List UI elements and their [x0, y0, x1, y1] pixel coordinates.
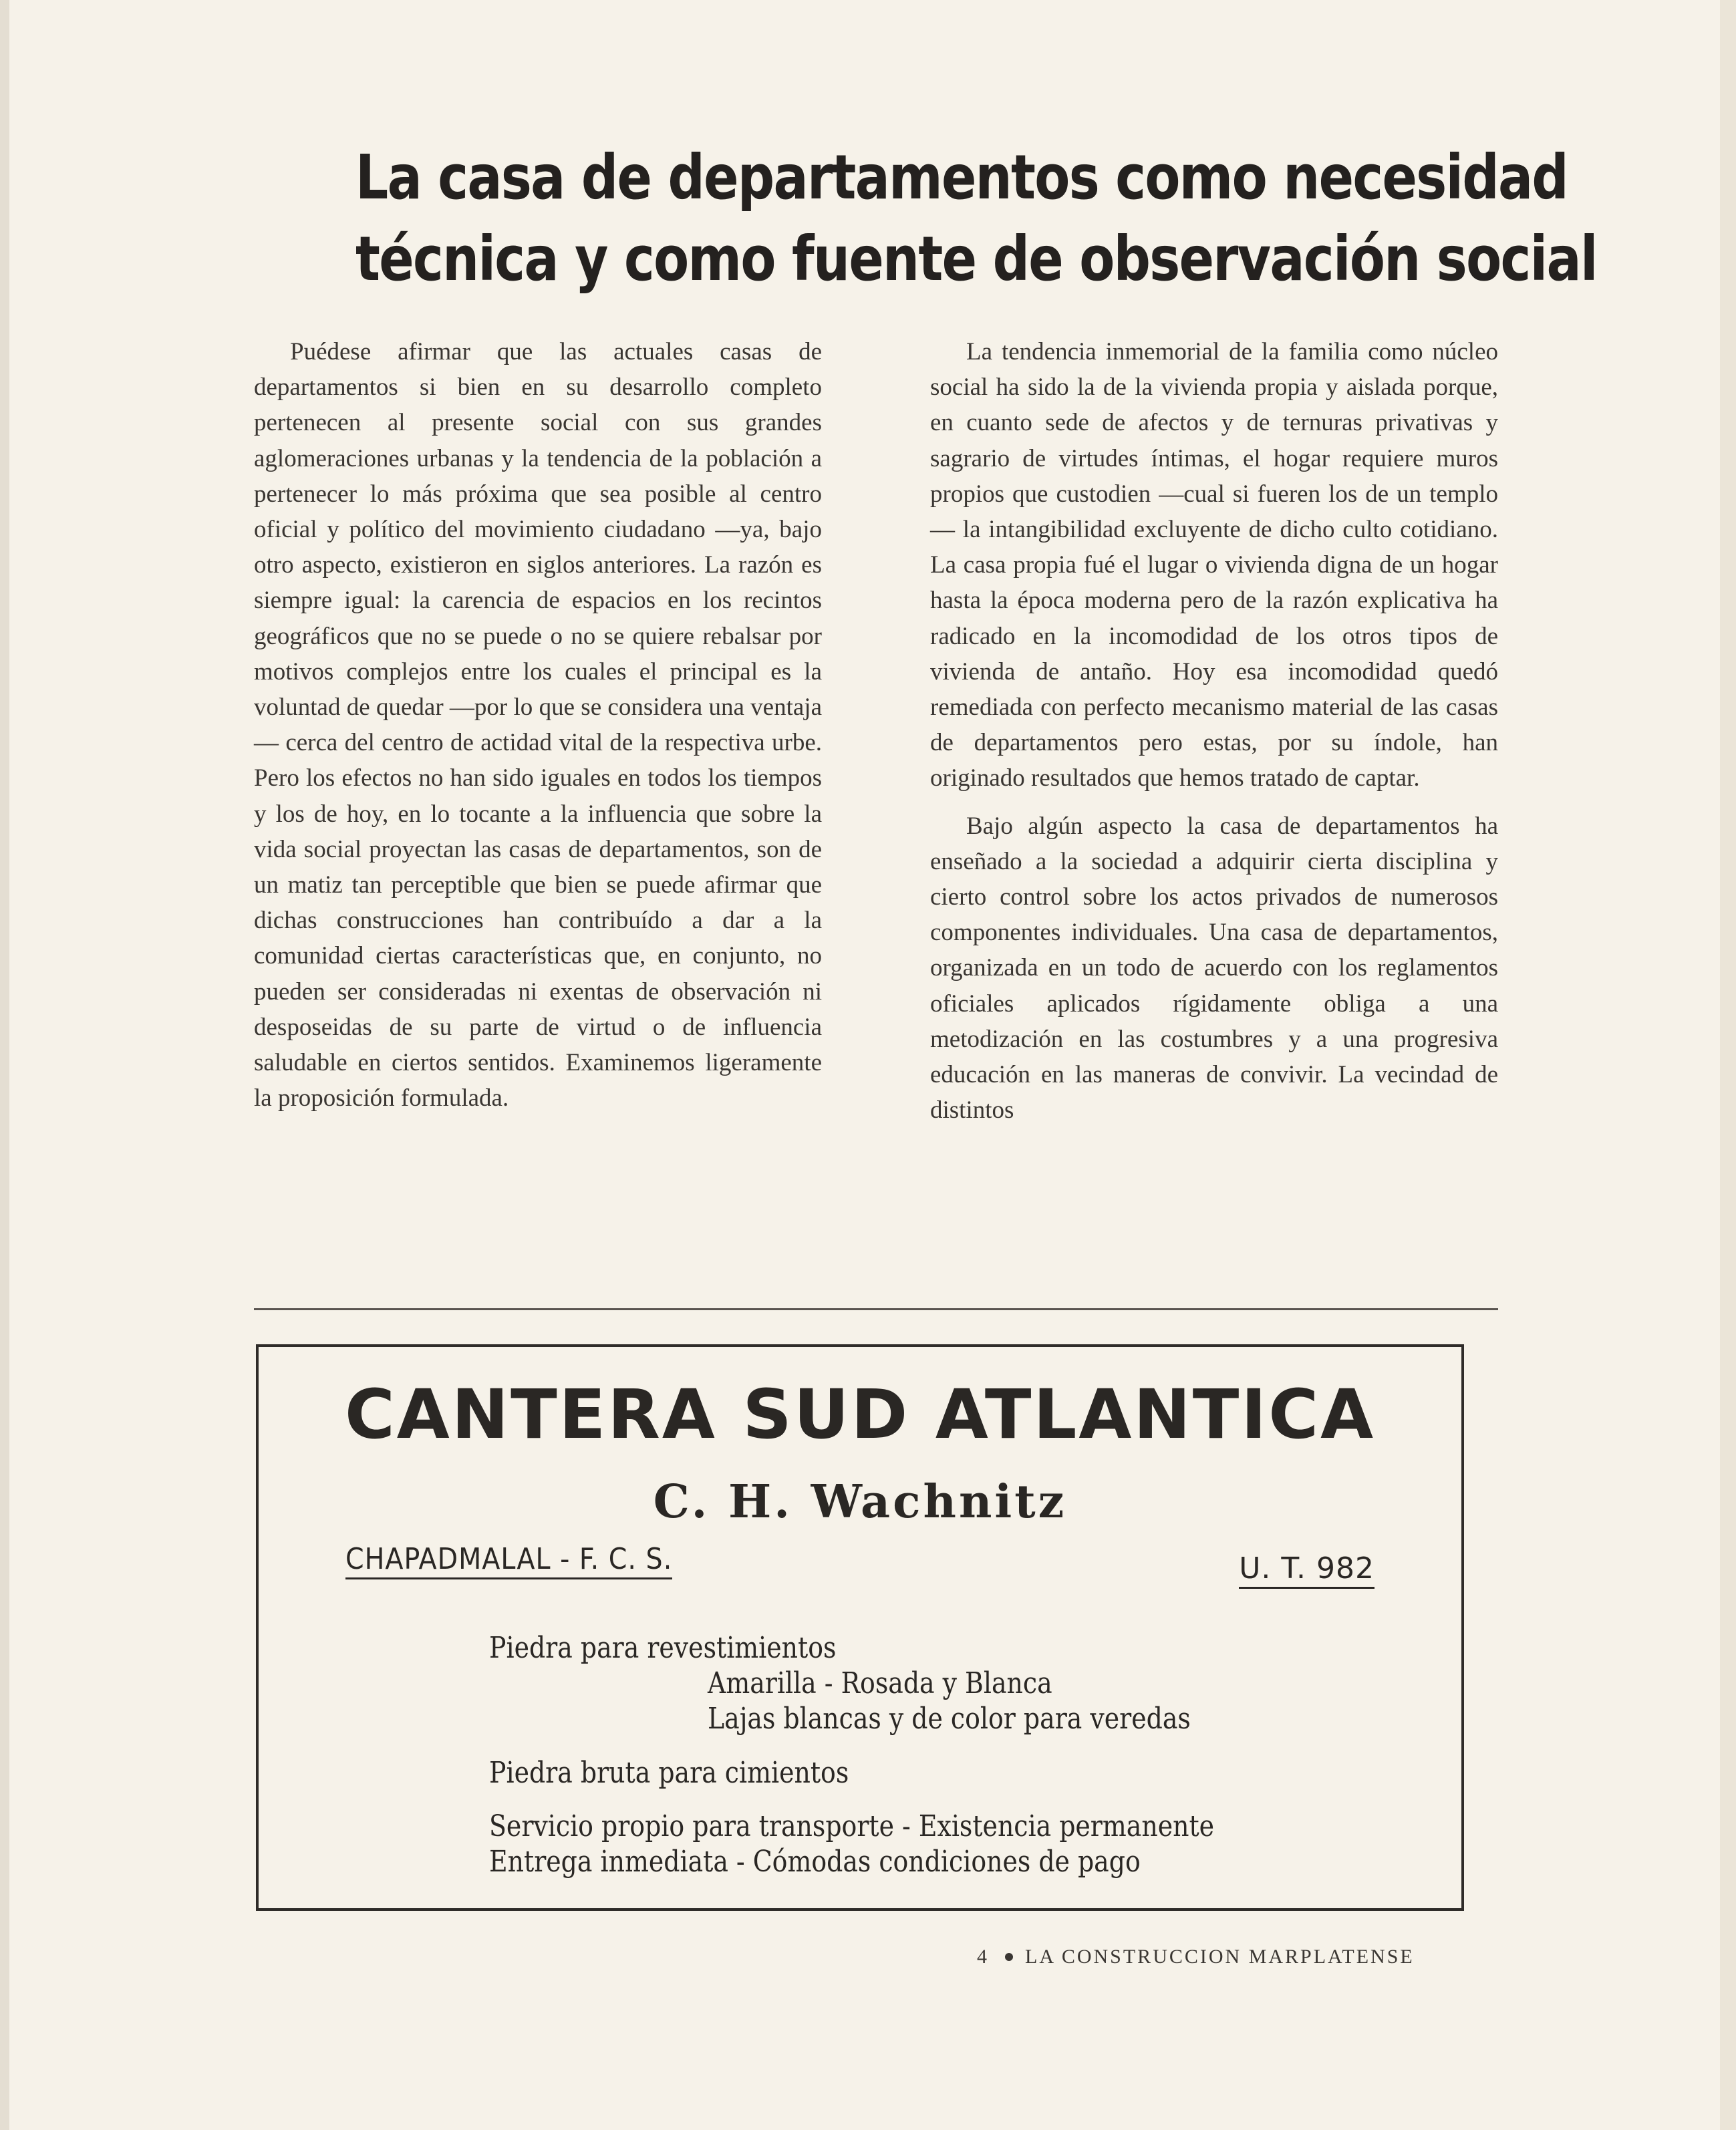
headline-line-2: técnica y como fuente de observación social [355, 223, 1597, 295]
section-divider [254, 1308, 1498, 1310]
article-headline [355, 137, 1597, 300]
page-footer [977, 1946, 1415, 1968]
left-paragraph: Puédese afirmar que las actuales casas de departamentos si bien en su desarrollo completo pertenecen al presente social con sus grandes aglomeraciones urbanas y la tendencia de la población a pertenecer lo más próxima que sea posible al centro oficial y político del movimiento ciudadano —ya, bajo otro aspecto, existieron en siglos anteriores. La razón es siempre igual: la carencia de espacios en los recintos geográficos que no se puede o no se quiere rebalsar por motivos complejos entre los cuales el principal es la voluntad de quedar —por lo que se considera una ventaja— cerca del centro de actidad vital de la respectiva urbe. Pero los efectos no han sido iguales en todos los tiempos y los de hoy, en lo tocante a la influencia que sobre la vida social proyectan las casas de departamentos, son de un matiz tan perceptible que bien se puede afirmar que dichas construcciones han contribuído a dar a la comunidad ciertas características que, en conjunto, no pueden ser consideradas ni exentas de observación ni desposeidas de su parte de virtud o de influencia saludable en ciertos sentidos. Examinemos ligeramente la proposición formulada. [254, 338, 822, 1112]
article-column-left [254, 334, 822, 1116]
page-edge-right [1720, 0, 1736, 2130]
right-paragraph-2: Bajo algún aspecto la casa de departamentos ha enseñado a la sociedad a adquirir cierta disciplina y cierto control sobre los actos privados de numerosos componentes individuales. Una casa de departamentos, organizada en un todo de acuerdo con los reglamentos oficiales aplicados rígidamente obliga a una metodización en las costumbres y a una progresiva educación en las maneras de convivir. La vecindad de distintos [930, 812, 1498, 1124]
advertisement-box [256, 1344, 1464, 1911]
ad-line-2: Amarilla - Rosada y Blanca [708, 1666, 1052, 1700]
ad-location: CHAPADMALAL - F. C. S. [345, 1542, 672, 1579]
headline-line-1: La casa de departamentos como necesidad [355, 142, 1568, 213]
page-number: 4 [977, 1946, 989, 1968]
bullet-icon [1005, 1953, 1013, 1961]
right-paragraph-1: La tendencia inmemorial de la familia como núcleo social ha sido la de la vivienda propia y aislada porque, en cuanto sede de afectos y de ternuras privativas y sagrario de virtudes íntimas, el hogar requiere muros propios que custodien —cual si fueren los de un templo— la intangibilidad excluyente de dicho culto cotidiano. La casa propia fué el lugar o vivienda digna de un hogar hasta la época moderna pero de la razón explicativa ha radicado en la incomodidad de los otros tipos de vivienda de antaño. Hoy esa incomodidad quedó remediada con perfecto mecanismo material de las casas de departamentos pero estas, por su índole, han originado resultados que hemos tratado de captar. [930, 338, 1498, 792]
page-edge-left [0, 0, 9, 2130]
ad-line-6: Entrega inmediata - Cómodas condiciones de pago [489, 1845, 1141, 1879]
ad-line-5: Servicio propio para transporte - Existencia permanente [489, 1809, 1215, 1843]
ad-owner-name: C. H. Wachnitz [653, 1475, 1067, 1529]
ad-phone: U. T. 982 [1239, 1551, 1375, 1589]
ad-company-name: CANTERA SUD ATLANTICA [344, 1375, 1376, 1455]
ad-line-3: Lajas blancas y de color para veredas [708, 1702, 1191, 1736]
ad-line-4: Piedra bruta para cimientos [489, 1756, 849, 1790]
publication-name: LA CONSTRUCCION MARPLATENSE [1025, 1946, 1415, 1968]
ad-line-1: Piedra para revestimientos [489, 1631, 837, 1665]
article-column-right [930, 334, 1498, 1128]
